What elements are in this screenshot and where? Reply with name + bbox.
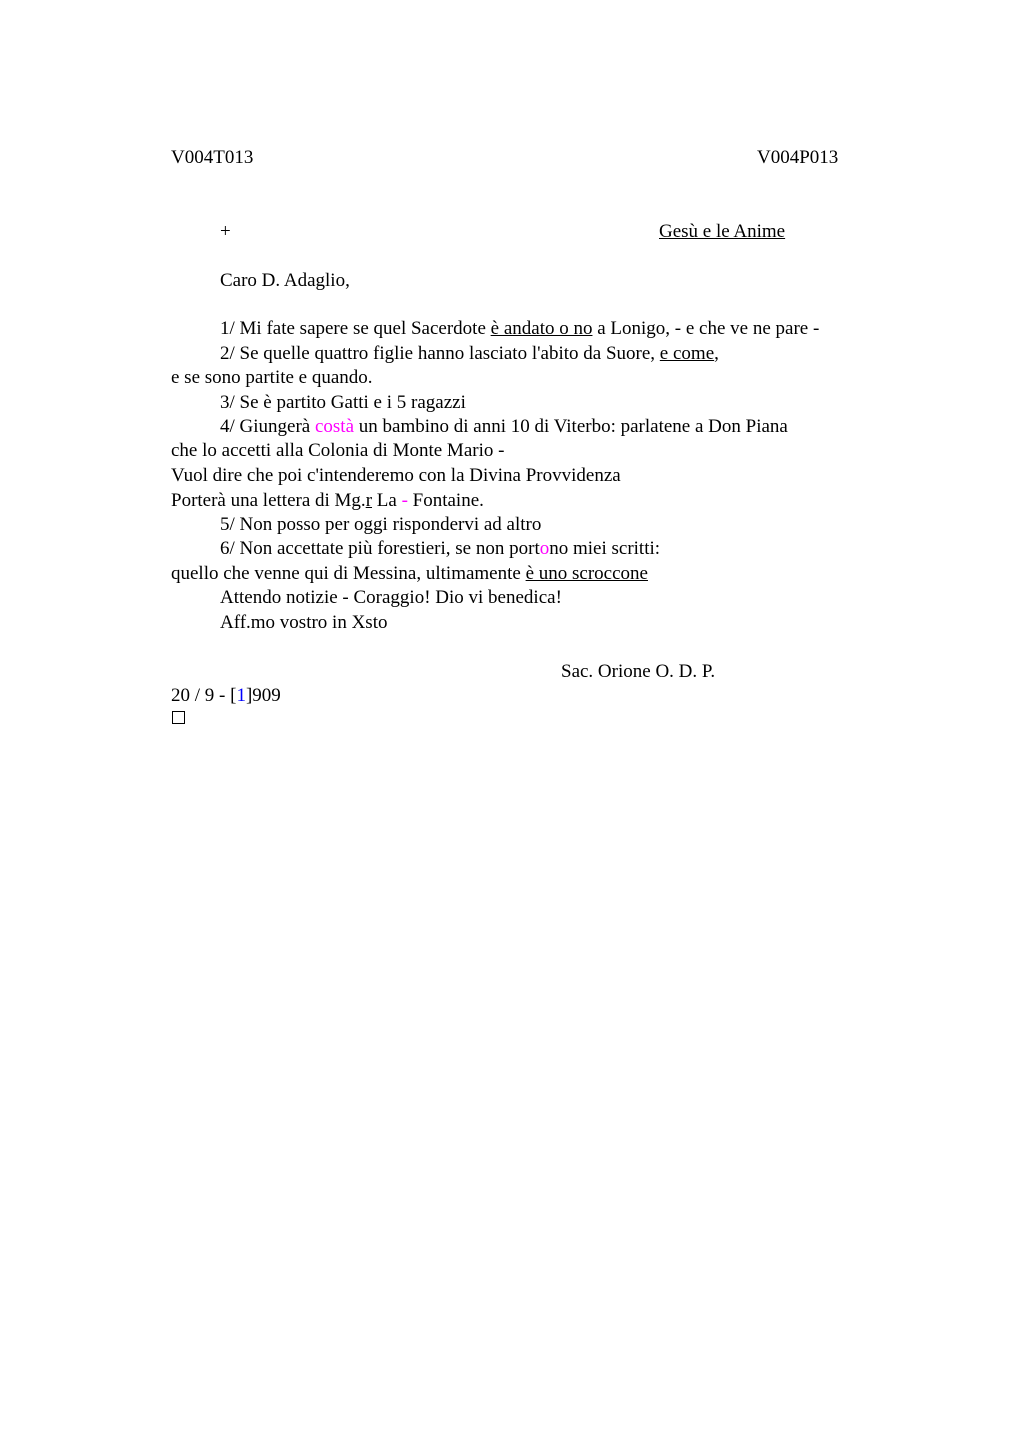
salutation: Caro D. Adaglio, <box>220 270 350 291</box>
item-1-text-b: a Lonigo, - e che ve ne pare - <box>592 318 820 339</box>
date-editorial-digit: 1 <box>236 685 246 706</box>
item-4-continuation-1: che lo accetti alla Colonia di Monte Mario - <box>171 440 505 461</box>
item-2-text-a: 2/ Se quelle quattro figlie hanno lasciato l'abito da Suore, <box>220 343 660 364</box>
empty-square-icon <box>172 711 185 724</box>
item-3: 3/ Se è partito Gatti e i 5 ragazzi <box>220 392 466 413</box>
item-1-text-a: 1/ Mi fate sapere se quel Sacerdote <box>220 318 491 339</box>
item-4-cont3-editorial-dash: - <box>401 490 408 511</box>
closing-line-1: Attendo notizie - Coraggio! Dio vi benedica! <box>220 587 562 608</box>
item-6-text-a: 6/ Non accettate più forestieri, se non port <box>220 538 540 559</box>
date-text-b: ]909 <box>245 685 281 706</box>
signature: Sac. Orione O. D. P. <box>561 661 716 682</box>
item-1 <box>220 318 819 340</box>
item-4-continuation-2: Vuol dire che poi c'intenderemo con la Divina Provvidenza <box>171 465 621 486</box>
right-document-code: V004P013 <box>757 147 839 168</box>
item-4-cont3-text-c: Fontaine. <box>407 490 484 511</box>
item-2-underlined: e come <box>659 343 715 364</box>
item-6-continuation <box>171 563 648 585</box>
item-6-editorial-letter: o <box>539 538 550 559</box>
item-6-cont-underlined: è uno scroccone <box>525 563 648 584</box>
item-6 <box>220 538 660 560</box>
item-4-cont3-text-b: La <box>372 490 402 511</box>
cross-symbol: + <box>220 221 231 242</box>
item-2 <box>220 343 719 365</box>
item-2-text-b: , <box>714 343 719 364</box>
motto-heading: Gesù e le Anime <box>659 221 786 242</box>
item-4-text-a: 4/ Giungerà <box>220 416 315 437</box>
item-6-text-b: no miei scritti: <box>549 538 661 559</box>
item-4-cont3-text-a: Porterà una lettera di Mg. <box>171 490 366 511</box>
date-text-a: 20 / 9 - [ <box>171 685 237 706</box>
item-2-continuation: e se sono partite e quando. <box>171 367 373 388</box>
closing-line-2: Aff.mo vostro in Xsto <box>220 612 388 633</box>
date-line <box>171 685 281 707</box>
item-5: 5/ Non posso per oggi rispondervi ad altro <box>220 514 542 535</box>
item-4 <box>220 416 788 438</box>
item-4-cont3-underlined: r <box>365 490 373 511</box>
left-document-code: V004T013 <box>171 147 254 168</box>
item-4-continuation-3 <box>171 490 484 512</box>
item-6-cont-text-a: quello che venne qui di Messina, ultimamente <box>171 563 526 584</box>
item-4-text-b: un bambino di anni 10 di Viterbo: parlatene a Don Piana <box>354 416 788 437</box>
item-4-editorial-word: costà <box>314 416 355 437</box>
item-1-underlined: è andato o no <box>490 318 593 339</box>
